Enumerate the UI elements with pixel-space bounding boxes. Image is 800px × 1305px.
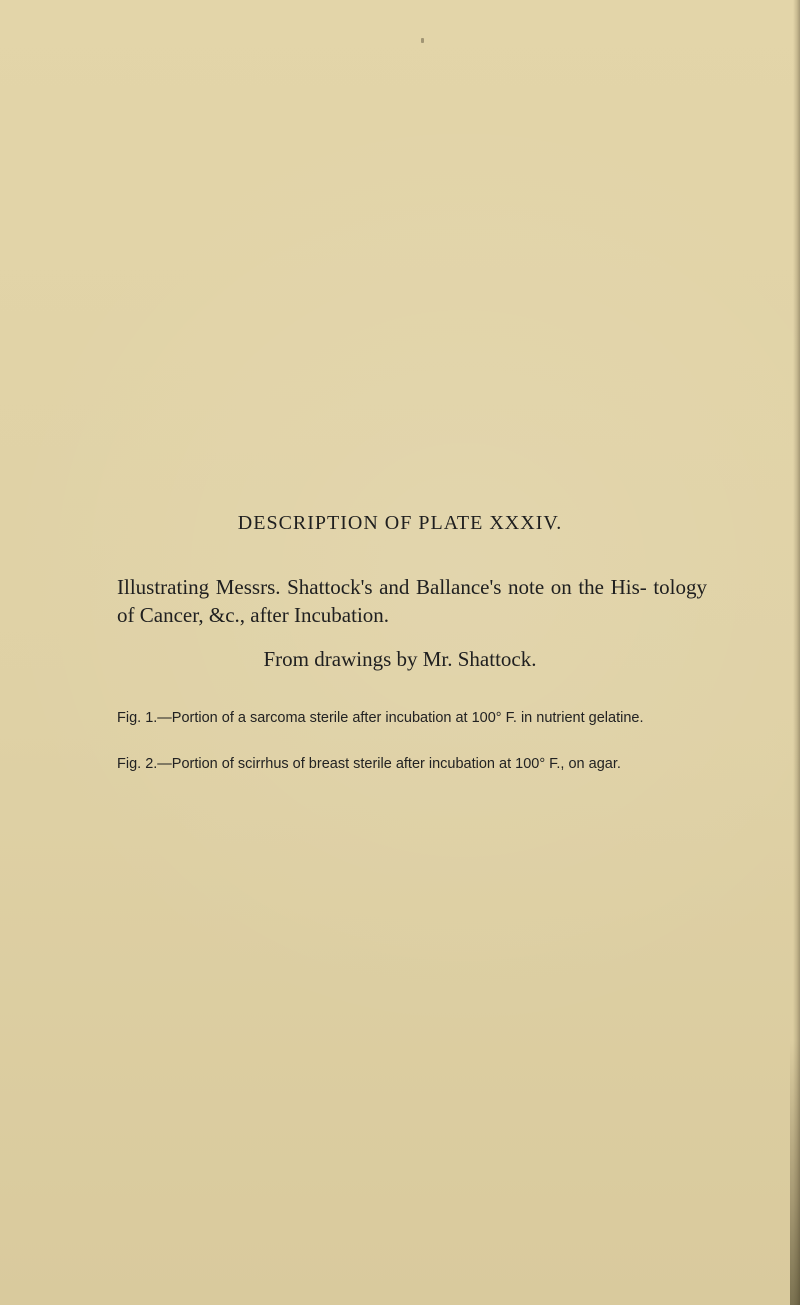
page-corner-shadow	[790, 1040, 800, 1305]
figure-text-2: —Portion of scirrhus of breast sterile after incubation at 100° F., on agar.	[157, 756, 621, 772]
figure-text-1: —Portion of a sarcoma sterile after incubation at 100° F. in nutrient gelatine.	[157, 710, 644, 726]
figure-label-1: Fig. 1.	[117, 710, 158, 726]
figure-caption-2	[117, 753, 707, 776]
drawing-credit: From drawings by Mr. Shattock.	[263, 647, 537, 671]
figure-caption-1	[117, 707, 707, 730]
plate-title: DESCRIPTION OF PLATE XXXIV.	[237, 512, 563, 534]
print-speck	[421, 38, 424, 43]
figure-label-2: Fig. 2.	[117, 756, 158, 772]
plate-intro: Illustrating Messrs. Shattock's and Ballance's note on the His- tology of Cancer, &c., after Incubation.	[117, 575, 707, 627]
